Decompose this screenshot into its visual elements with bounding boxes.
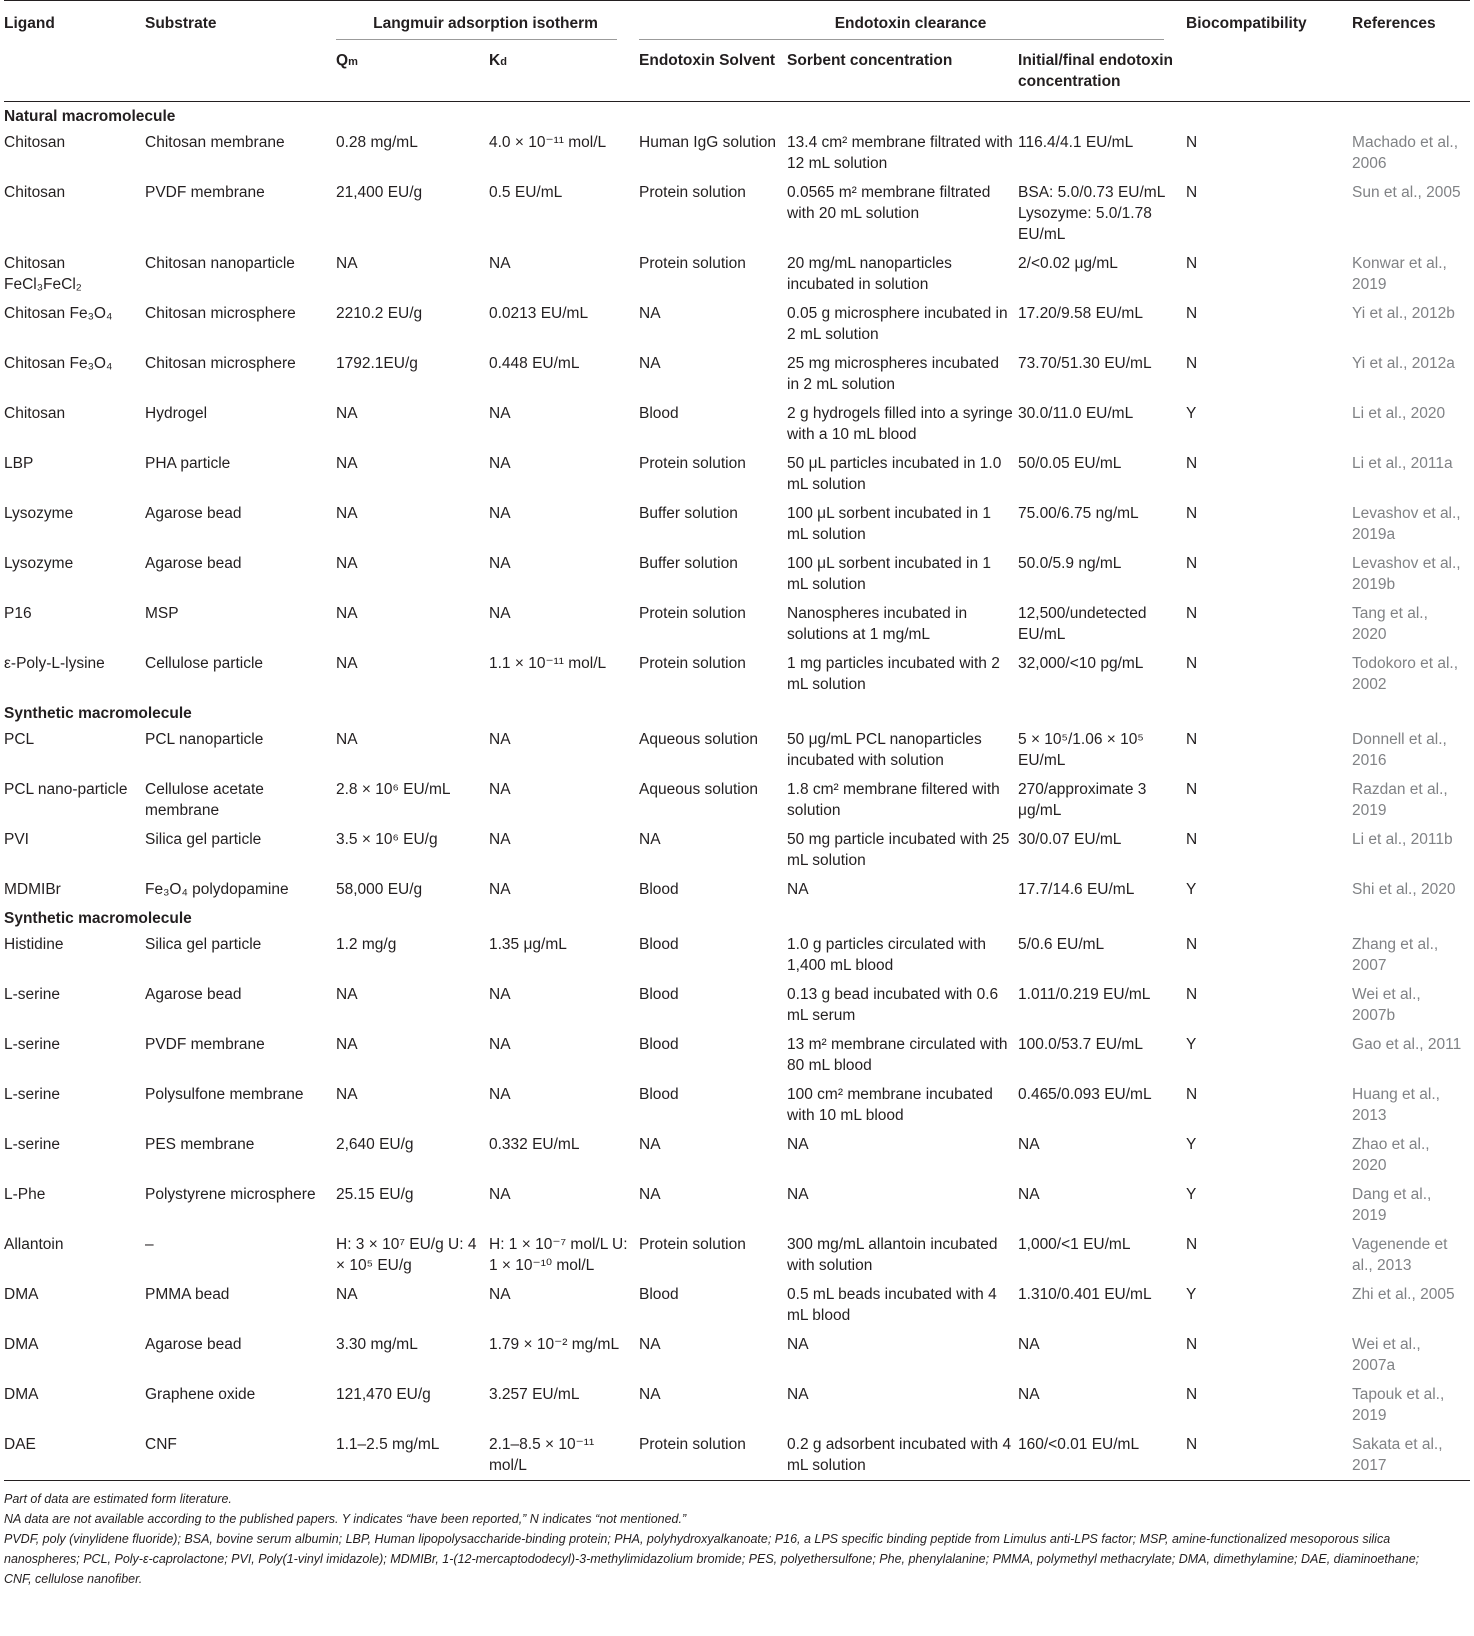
cell-kd: NA <box>489 881 511 898</box>
cell-bio: Y <box>1186 881 1197 898</box>
cell-conc: 50/0.05 EU/mL <box>1018 455 1122 472</box>
cell-kd: NA <box>489 731 511 748</box>
cell-qm: NA <box>336 505 358 522</box>
cell-ligand: Chitosan Fe₃O₄ <box>4 355 113 372</box>
cell-ligand: Chitosan <box>4 134 66 151</box>
cell-substrate: Chitosan nanoparticle <box>145 255 295 272</box>
cell-solvent: Blood <box>639 986 679 1003</box>
cell-kd: 1.35 μg/mL <box>489 936 567 953</box>
cell-ligand: PCL nano-particle <box>4 781 128 798</box>
cell-kd: H: 1 × 10⁻⁷ mol/L U: 1 × 10⁻¹⁰ mol/L <box>489 1236 628 1274</box>
cell-ligand: L-serine <box>4 1036 60 1053</box>
section-title: Synthetic macromolecule <box>4 910 192 927</box>
cell-ref: Zhao et al., 2020 <box>1352 1136 1430 1174</box>
cell-conc: 270/approximate 3 μg/mL <box>1018 781 1147 819</box>
cell-conc: 1,000/<1 EU/mL <box>1018 1236 1131 1253</box>
table-row <box>4 825 1470 875</box>
cell-kd: NA <box>489 1036 511 1053</box>
cell-ref: Levashov et al., 2019a <box>1352 505 1461 543</box>
cell-conc: 5 × 10⁵/1.06 × 10⁵ EU/mL <box>1018 731 1144 769</box>
cell-conc: 116.4/4.1 EU/mL <box>1018 134 1134 151</box>
header-langmuir: Langmuir adsorption isotherm <box>373 15 598 32</box>
table-row <box>4 178 1470 249</box>
cell-bio: N <box>1186 1436 1198 1453</box>
cell-conc: NA <box>1018 1186 1040 1203</box>
table-row <box>4 1180 1470 1230</box>
cell-bio: N <box>1186 1336 1198 1353</box>
cell-kd: 0.5 EU/mL <box>489 184 563 201</box>
cell-qm: 1792.1EU/g <box>336 355 418 372</box>
cell-solvent: Protein solution <box>639 455 746 472</box>
cell-conc: 1.310/0.401 EU/mL <box>1018 1286 1152 1303</box>
cell-solvent: Aqueous solution <box>639 731 758 748</box>
cell-qm: 3.5 × 10⁶ EU/g <box>336 831 438 848</box>
cell-conc: 2/<0.02 μg/mL <box>1018 255 1118 272</box>
table-row <box>4 1080 1470 1130</box>
cell-solvent: Protein solution <box>639 1236 746 1253</box>
cell-bio: N <box>1186 1086 1198 1103</box>
cell-substrate: Hydrogel <box>145 405 208 422</box>
cell-bio: N <box>1186 831 1198 848</box>
cell-substrate: MSP <box>145 605 179 622</box>
cell-substrate: PES membrane <box>145 1136 255 1153</box>
cell-ref: Tapouk et al., 2019 <box>1352 1386 1445 1424</box>
cell-qm: NA <box>336 605 358 622</box>
cell-qm: 0.28 mg/mL <box>336 134 418 151</box>
cell-ref: Levashov et al., 2019b <box>1352 555 1461 593</box>
cell-sorbent: Nanospheres incubated in solutions at 1 mg/mL <box>787 605 968 643</box>
cell-substrate: Polysulfone membrane <box>145 1086 304 1103</box>
cell-sorbent: 1 mg particles incubated with 2 mL solution <box>787 655 1000 693</box>
header-references: References <box>1352 15 1436 32</box>
cell-qm: NA <box>336 986 358 1003</box>
table-row <box>4 875 1470 904</box>
cell-ref: Yi et al., 2012a <box>1352 355 1455 372</box>
cell-kd: NA <box>489 505 511 522</box>
cell-qm: 3.30 mg/mL <box>336 1336 418 1353</box>
table-row <box>4 599 1470 649</box>
cell-substrate: Silica gel particle <box>145 831 262 848</box>
cell-conc: 0.465/0.093 EU/mL <box>1018 1086 1152 1103</box>
cell-substrate: PVDF membrane <box>145 1036 265 1053</box>
cell-ligand: Lysozyme <box>4 505 74 522</box>
cell-bio: N <box>1186 655 1198 672</box>
header-endotoxin-clearance: Endotoxin clearance <box>834 15 987 32</box>
cell-substrate: Silica gel particle <box>145 936 262 953</box>
cell-qm: NA <box>336 1086 358 1103</box>
cell-solvent: NA <box>639 305 661 322</box>
cell-solvent: Blood <box>639 405 679 422</box>
cell-conc: 100.0/53.7 EU/mL <box>1018 1036 1143 1053</box>
section-title: Synthetic macromolecule <box>4 705 192 722</box>
table-row <box>4 930 1470 980</box>
table-row <box>4 980 1470 1030</box>
cell-conc: 5/0.6 EU/mL <box>1018 936 1105 953</box>
cell-substrate: CNF <box>145 1436 177 1453</box>
cell-sorbent: 1.8 cm² membrane filtered with solution <box>787 781 1000 819</box>
cell-qm: 2.8 × 10⁶ EU/mL <box>336 781 451 798</box>
cell-substrate: Polystyrene microsphere <box>145 1186 316 1203</box>
cell-solvent: Blood <box>639 1286 679 1303</box>
cell-ligand: DMA <box>4 1336 39 1353</box>
table-row <box>4 649 1470 699</box>
cell-substrate: PHA particle <box>145 455 231 472</box>
cell-kd: NA <box>489 781 511 798</box>
cell-kd: NA <box>489 555 511 572</box>
cell-qm: 58,000 EU/g <box>336 881 423 898</box>
cell-substrate: Cellulose acetate membrane <box>145 781 264 819</box>
cell-sorbent: NA <box>787 1386 809 1403</box>
cell-kd: NA <box>489 1086 511 1103</box>
cell-solvent: Protein solution <box>639 655 746 672</box>
cell-kd: 1.79 × 10⁻² mg/mL <box>489 1336 620 1353</box>
table-row <box>4 1330 1470 1380</box>
cell-ref: Gao et al., 2011 <box>1352 1036 1462 1053</box>
cell-solvent: Human IgG solution <box>639 134 777 151</box>
cell-bio: N <box>1186 455 1198 472</box>
cell-ref: Sakata et al., 2017 <box>1352 1436 1443 1474</box>
cell-bio: N <box>1186 781 1198 798</box>
cell-conc: 160/<0.01 EU/mL <box>1018 1436 1140 1453</box>
cell-conc: 12,500/undetected EU/mL <box>1018 605 1147 643</box>
cell-qm: 25.15 EU/g <box>336 1186 414 1203</box>
cell-ref: Wei et al., 2007a <box>1352 1336 1421 1374</box>
cell-sorbent: 2 g hydrogels filled into a syringe with a 10 mL blood <box>787 405 1013 443</box>
table-row <box>4 1380 1470 1430</box>
table-body <box>4 102 1470 1481</box>
cell-solvent: NA <box>639 355 661 372</box>
cell-conc: NA <box>1018 1386 1040 1403</box>
cell-qm: 21,400 EU/g <box>336 184 423 201</box>
cell-kd: 0.448 EU/mL <box>489 355 580 372</box>
cell-ref: Dang et al., 2019 <box>1352 1186 1432 1224</box>
section-heading-row <box>4 699 1470 725</box>
table-row <box>4 249 1470 299</box>
footnote: PVDF, poly (vinylidene fluoride); BSA, bovine serum albumin; LBP, Human lipopolysaccharide-binding protein; PHA, polyhydroxyalkanoate; P16, a LPS specific binding peptide from Limulus anti-LPS factor; MSP, amine-functionalized mesoporous silica nanospheres; PCL, Poly-ε-caprolactone; PVI, Poly(1-vinyl imidazole); MDMIBr, 1-(12-mercaptododecyl)-3-methylimidazolium bromide; PES, polyethersulfone; Phe, phenylalanine; PMMA, polymethyl methacrylate; DMA, dimethylamine; DAE, diaminoethane; CNF, cellulose nanofiber. <box>4 1532 1420 1586</box>
header-biocompatibility: Biocompatibility <box>1186 15 1307 32</box>
cell-ref: Donnell et al., 2016 <box>1352 731 1447 769</box>
cell-solvent: Protein solution <box>639 1436 746 1453</box>
table-footnotes <box>4 1489 1470 1589</box>
cell-ligand: Allantoin <box>4 1236 64 1253</box>
cell-bio: N <box>1186 255 1198 272</box>
cell-substrate: Chitosan microsphere <box>145 355 296 372</box>
cell-ligand: PVI <box>4 831 29 848</box>
cell-qm: 2,640 EU/g <box>336 1136 414 1153</box>
cell-ligand: Chitosan <box>4 405 66 422</box>
cell-bio: N <box>1186 184 1198 201</box>
cell-qm: 2210.2 EU/g <box>336 305 423 322</box>
cell-qm: NA <box>336 555 358 572</box>
cell-ligand: PCL <box>4 731 35 748</box>
cell-substrate: Chitosan membrane <box>145 134 285 151</box>
cell-conc: 30.0/11.0 EU/mL <box>1018 405 1134 422</box>
cell-ref: Li et al., 2020 <box>1352 405 1446 422</box>
cell-bio: N <box>1186 134 1198 151</box>
table-row <box>4 449 1470 499</box>
cell-ref: Machado et al., 2006 <box>1352 134 1459 172</box>
cell-substrate: PVDF membrane <box>145 184 265 201</box>
cell-bio: N <box>1186 355 1198 372</box>
cell-qm: NA <box>336 455 358 472</box>
cell-sorbent: NA <box>787 1186 809 1203</box>
cell-sorbent: 50 μL particles incubated in 1.0 mL solution <box>787 455 1002 493</box>
cell-qm: NA <box>336 405 358 422</box>
cell-ref: Zhi et al., 2005 <box>1352 1286 1455 1303</box>
cell-kd: NA <box>489 455 511 472</box>
cell-conc: 50.0/5.9 ng/mL <box>1018 555 1122 572</box>
cell-conc: 17.7/14.6 EU/mL <box>1018 881 1135 898</box>
cell-substrate: – <box>145 1236 154 1253</box>
cell-ref: Tang et al., 2020 <box>1352 605 1428 643</box>
cell-qm: NA <box>336 1286 358 1303</box>
cell-conc: 30/0.07 EU/mL <box>1018 831 1122 848</box>
table-row <box>4 399 1470 449</box>
table-row <box>4 499 1470 549</box>
header-solvent: Endotoxin Solvent <box>639 52 776 69</box>
cell-sorbent: 0.13 g bead incubated with 0.6 mL serum <box>787 986 999 1024</box>
cell-kd: 0.332 EU/mL <box>489 1136 580 1153</box>
cell-bio: N <box>1186 305 1198 322</box>
cell-solvent: Blood <box>639 1036 679 1053</box>
cell-bio: N <box>1186 1386 1198 1403</box>
cell-bio: Y <box>1186 1186 1197 1203</box>
cell-ref: Todokoro et al., 2002 <box>1352 655 1459 693</box>
table-row <box>4 1130 1470 1180</box>
cell-qm: NA <box>336 655 358 672</box>
cell-ligand: Chitosan FeCl₃FeCl₂ <box>4 255 82 293</box>
cell-ligand: Lysozyme <box>4 555 74 572</box>
cell-ligand: DMA <box>4 1386 39 1403</box>
endotoxin-adsorbents-table <box>4 0 1470 1481</box>
cell-solvent: Protein solution <box>639 184 746 201</box>
footnote: NA data are not available according to the published papers. Y indicates “have been reported,” N indicates “not mentioned.” <box>4 1512 687 1526</box>
cell-conc: 75.00/6.75 ng/mL <box>1018 505 1139 522</box>
cell-sorbent: 13.4 cm² membrane filtrated with 12 mL solution <box>787 134 1013 172</box>
table-row <box>4 1280 1470 1330</box>
cell-kd: 2.1–8.5 × 10⁻¹¹ mol/L <box>489 1436 595 1474</box>
cell-sorbent: 100 cm² membrane incubated with 10 mL blood <box>787 1086 993 1124</box>
cell-ligand: DMA <box>4 1286 39 1303</box>
header-qm: Qm <box>336 52 358 69</box>
cell-ref: Huang et al., 2013 <box>1352 1086 1440 1124</box>
cell-substrate: Agarose bead <box>145 555 242 572</box>
cell-ref: Shi et al., 2020 <box>1352 881 1456 898</box>
cell-solvent: Buffer solution <box>639 555 738 572</box>
cell-ligand: MDMIBr <box>4 881 61 898</box>
cell-sorbent: 0.5 mL beads incubated with 4 mL blood <box>787 1286 997 1324</box>
cell-substrate: PMMA bead <box>145 1286 230 1303</box>
table-row <box>4 1030 1470 1080</box>
cell-ref: Li et al., 2011a <box>1352 455 1453 472</box>
cell-substrate: Agarose bead <box>145 986 242 1003</box>
cell-substrate: Fe₃O₄ polydopamine <box>145 881 289 898</box>
cell-bio: Y <box>1186 1036 1197 1053</box>
cell-bio: N <box>1186 936 1198 953</box>
header-ligand: Ligand <box>4 15 55 32</box>
cell-bio: Y <box>1186 1286 1197 1303</box>
cell-substrate: Agarose bead <box>145 1336 242 1353</box>
cell-kd: 1.1 × 10⁻¹¹ mol/L <box>489 655 607 672</box>
table-row <box>4 775 1470 825</box>
cell-kd: NA <box>489 831 511 848</box>
cell-substrate: Cellulose particle <box>145 655 264 672</box>
cell-kd: NA <box>489 1186 511 1203</box>
cell-bio: N <box>1186 605 1198 622</box>
cell-ligand: L-Phe <box>4 1186 46 1203</box>
cell-kd: 4.0 × 10⁻¹¹ mol/L <box>489 134 607 151</box>
cell-bio: N <box>1186 986 1198 1003</box>
cell-kd: 3.257 EU/mL <box>489 1386 580 1403</box>
cell-substrate: PCL nanoparticle <box>145 731 264 748</box>
table-row <box>4 549 1470 599</box>
cell-ligand: Chitosan Fe₃O₄ <box>4 305 113 322</box>
cell-solvent: NA <box>639 1386 661 1403</box>
cell-qm: 1.1–2.5 mg/mL <box>336 1436 440 1453</box>
cell-solvent: Blood <box>639 881 679 898</box>
cell-sorbent: NA <box>787 1336 809 1353</box>
cell-ref: Konwar et al., 2019 <box>1352 255 1447 293</box>
cell-ligand: L-serine <box>4 1136 60 1153</box>
cell-substrate: Graphene oxide <box>145 1386 256 1403</box>
cell-ref: Yi et al., 2012b <box>1352 305 1455 322</box>
cell-sorbent: 1.0 g particles circulated with 1,400 mL blood <box>787 936 987 974</box>
header-clearance-group <box>639 1 1186 41</box>
group-divider <box>639 39 1164 40</box>
cell-ref: Wei et al., 2007b <box>1352 986 1421 1024</box>
cell-solvent: NA <box>639 1136 661 1153</box>
cell-kd: NA <box>489 605 511 622</box>
cell-conc: 73.70/51.30 EU/mL <box>1018 355 1152 372</box>
cell-ligand: LBP <box>4 455 34 472</box>
cell-sorbent: 300 mg/mL allantoin incubated with solution <box>787 1236 998 1274</box>
cell-bio: N <box>1186 731 1198 748</box>
cell-qm: NA <box>336 1036 358 1053</box>
cell-bio: N <box>1186 1236 1198 1253</box>
table-row <box>4 128 1470 178</box>
cell-solvent: Aqueous solution <box>639 781 758 798</box>
cell-qm: 1.2 mg/g <box>336 936 397 953</box>
cell-qm: 121,470 EU/g <box>336 1386 431 1403</box>
cell-solvent: NA <box>639 1336 661 1353</box>
footnote: Part of data are estimated form literature. <box>4 1492 232 1506</box>
cell-sorbent: 100 μL sorbent incubated in 1 mL solution <box>787 505 991 543</box>
cell-ligand: Histidine <box>4 936 64 953</box>
cell-substrate: Chitosan microsphere <box>145 305 296 322</box>
cell-ref: Razdan et al., 2019 <box>1352 781 1448 819</box>
cell-conc: 32,000/<10 pg/mL <box>1018 655 1144 672</box>
cell-conc: BSA: 5.0/0.73 EU/mL Lysozyme: 5.0/1.78 EU/mL <box>1018 184 1165 243</box>
cell-qm: NA <box>336 255 358 272</box>
cell-sorbent: 0.05 g microsphere incubated in 2 mL solution <box>787 305 1008 343</box>
header-langmuir-group <box>336 1 639 41</box>
cell-sorbent: 0.2 g adsorbent incubated with 4 mL solution <box>787 1436 1012 1474</box>
cell-ref: Li et al., 2011b <box>1352 831 1453 848</box>
cell-ref: Sun et al., 2005 <box>1352 184 1461 201</box>
cell-ligand: P16 <box>4 605 32 622</box>
cell-solvent: NA <box>639 1186 661 1203</box>
header-kd: Kd <box>489 52 507 69</box>
cell-conc: 1.011/0.219 EU/mL <box>1018 986 1151 1003</box>
cell-sorbent: 0.0565 m² membrane filtrated with 20 mL solution <box>787 184 991 222</box>
cell-solvent: NA <box>639 831 661 848</box>
cell-substrate: Agarose bead <box>145 505 242 522</box>
cell-ligand: ε-Poly-L-lysine <box>4 655 105 672</box>
cell-ligand: L-serine <box>4 1086 60 1103</box>
cell-bio: Y <box>1186 405 1197 422</box>
cell-kd: NA <box>489 255 511 272</box>
cell-bio: N <box>1186 505 1198 522</box>
cell-sorbent: 50 μg/mL PCL nanoparticles incubated with solution <box>787 731 982 769</box>
cell-sorbent: 20 mg/mL nanoparticles incubated in solution <box>787 255 952 293</box>
cell-sorbent: 13 m² membrane circulated with 80 mL blood <box>787 1036 1008 1074</box>
cell-ref: Zhang et al., 2007 <box>1352 936 1439 974</box>
table-row <box>4 349 1470 399</box>
cell-sorbent: NA <box>787 1136 809 1153</box>
cell-solvent: Protein solution <box>639 605 746 622</box>
cell-solvent: Blood <box>639 936 679 953</box>
cell-sorbent: NA <box>787 881 809 898</box>
cell-sorbent: 100 μL sorbent incubated in 1 mL solution <box>787 555 991 593</box>
cell-bio: N <box>1186 555 1198 572</box>
section-title: Natural macromolecule <box>4 108 176 125</box>
cell-sorbent: 50 mg particle incubated with 25 mL solution <box>787 831 1010 869</box>
header-sorbent: Sorbent concentration <box>787 52 953 69</box>
cell-kd: NA <box>489 405 511 422</box>
cell-qm: H: 3 × 10⁷ EU/g U: 4 × 10⁵ EU/g <box>336 1236 477 1274</box>
section-heading-row <box>4 102 1470 129</box>
table-row <box>4 1430 1470 1481</box>
header-initial-final: Initial/final endotoxin concentration <box>1018 52 1174 90</box>
cell-ligand: Chitosan <box>4 184 66 201</box>
cell-qm: NA <box>336 731 358 748</box>
cell-kd: NA <box>489 1286 511 1303</box>
table-row <box>4 299 1470 349</box>
cell-conc: 17.20/9.58 EU/mL <box>1018 305 1143 322</box>
cell-kd: NA <box>489 986 511 1003</box>
header-substrate: Substrate <box>145 15 217 32</box>
cell-solvent: Protein solution <box>639 255 746 272</box>
cell-solvent: Blood <box>639 1086 679 1103</box>
cell-ligand: DAE <box>4 1436 36 1453</box>
cell-kd: 0.0213 EU/mL <box>489 305 589 322</box>
group-divider <box>336 39 617 40</box>
cell-ligand: L-serine <box>4 986 60 1003</box>
cell-conc: NA <box>1018 1336 1040 1353</box>
cell-conc: NA <box>1018 1136 1040 1153</box>
table-row <box>4 1230 1470 1280</box>
table-header <box>4 1 1470 102</box>
section-heading-row <box>4 904 1470 930</box>
cell-ref: Vagenende et al., 2013 <box>1352 1236 1448 1274</box>
cell-sorbent: 25 mg microspheres incubated in 2 mL solution <box>787 355 999 393</box>
cell-bio: Y <box>1186 1136 1197 1153</box>
table-row <box>4 725 1470 775</box>
cell-solvent: Buffer solution <box>639 505 738 522</box>
